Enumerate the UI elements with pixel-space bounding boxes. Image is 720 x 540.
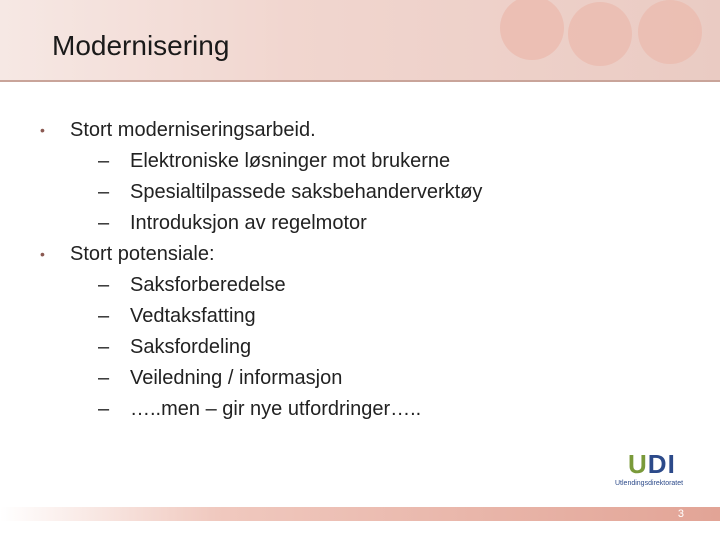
list-item-text: Saksfordeling — [130, 336, 252, 358]
dash-icon: – — [98, 212, 110, 234]
dash-icon: – — [98, 305, 110, 327]
list-item — [40, 363, 680, 394]
decor-circle — [500, 0, 564, 60]
list-item-text: Elektroniske løsninger mot brukerne — [130, 150, 451, 172]
list-item — [40, 394, 680, 425]
list-item — [40, 146, 680, 177]
slide-title: Modernisering — [52, 30, 230, 61]
footer-bar — [0, 507, 720, 521]
list-item-text: Introduksjon av regelmotor — [130, 212, 367, 234]
list-item — [40, 177, 680, 208]
list-item — [40, 270, 680, 301]
title-underline — [0, 80, 720, 82]
dash-icon: – — [98, 181, 110, 203]
logo-letters: UDI — [628, 449, 676, 479]
list-item — [40, 115, 680, 146]
list-item-text: Stort potensiale: — [70, 243, 215, 265]
list-item — [40, 332, 680, 363]
decorative-circles — [480, 0, 720, 82]
udi-logo — [614, 445, 704, 490]
bullet-icon: • — [40, 246, 45, 262]
dash-icon: – — [98, 367, 110, 389]
dash-icon: – — [98, 398, 110, 420]
bullet-icon: • — [40, 122, 45, 138]
dash-icon: – — [98, 274, 110, 296]
list-item — [40, 301, 680, 332]
list-item-text: Stort moderniseringsarbeid. — [70, 119, 316, 141]
page-number: 3 — [677, 508, 684, 520]
list-item — [40, 208, 680, 239]
list-item-text: Vedtaksfatting — [130, 305, 256, 327]
dash-icon: – — [98, 336, 110, 358]
list-item-text: Saksforberedelse — [130, 274, 286, 296]
dash-icon: – — [98, 150, 110, 172]
list-item-text: …..men – gir nye utfordringer….. — [130, 398, 422, 420]
list-item-text: Spesialtilpassede saksbehanderverktøy — [130, 181, 483, 203]
list-item — [40, 239, 680, 270]
decor-circle — [638, 0, 702, 64]
decor-circle — [568, 2, 632, 66]
slide-content — [40, 115, 680, 425]
logo-subtitle: Utlendingsdirektoratet — [615, 480, 684, 487]
list-item-text: Veiledning / informasjon — [130, 367, 343, 389]
